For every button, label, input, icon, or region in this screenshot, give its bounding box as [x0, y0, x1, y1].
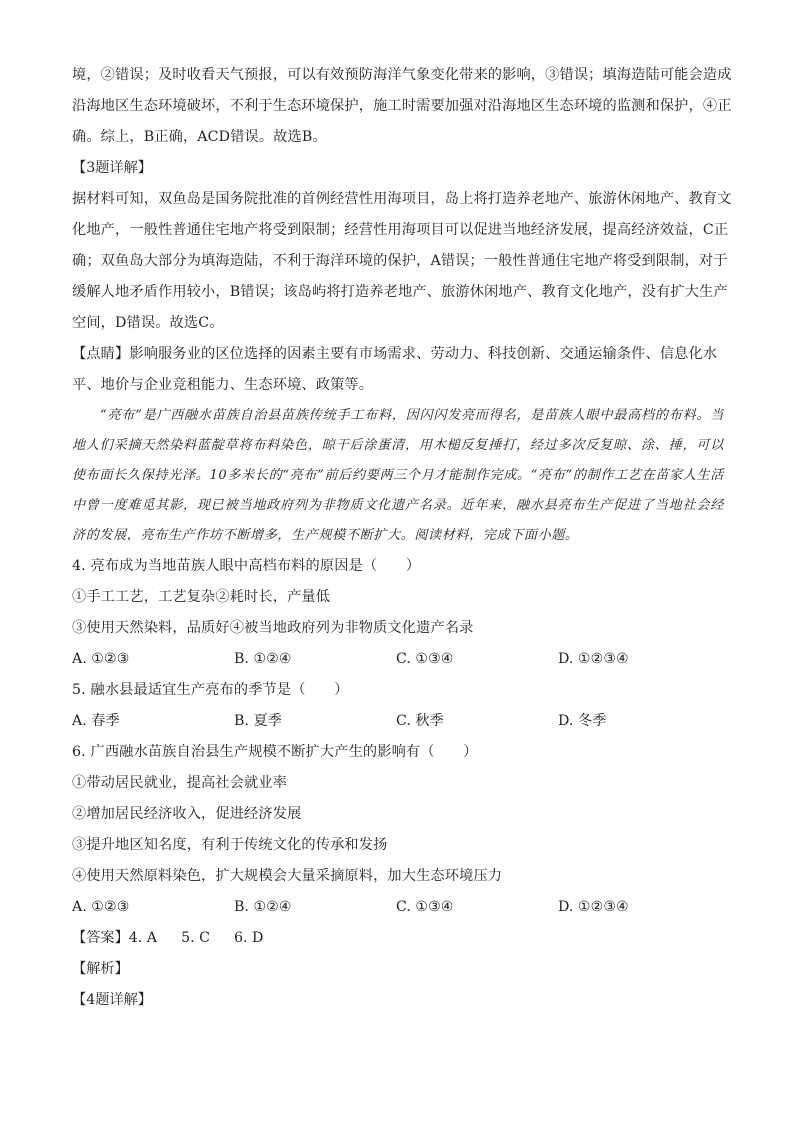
option-d: D. 冬季 — [558, 713, 607, 729]
q6-item: ④使用天然原料染色，扩大规模会大量采摘原料，加大生态环境压力 — [72, 868, 503, 884]
text-line: 缓解人地矛盾作用较小，B错误；该岛屿将打造养老地产、旅游休闲地产、教育文化地产，没有扩大生产 — [72, 284, 728, 300]
q4-item: ①手工工艺，工艺复杂②耗时长，产量低 — [72, 589, 331, 605]
q6-options — [72, 892, 724, 923]
tip-line: 平、地价与企业竞租能力、生态环境、政策等。 — [72, 377, 374, 393]
option-a: A. ①②③ — [72, 651, 130, 667]
option-a: A. 春季 — [72, 713, 120, 729]
reading-passage: “亮布”是广西融水苗族自治县苗族传统手工布料，因闪闪发亮而得名，是苗族人眼中最高档的布料。当地人们采摘天然染料蓝靛草将布料染色，晾干后涂蛋清，用木槌反复捶打，经过多次反复晾、涂、捶，可以使布面长久保持光泽。10多米长的“亮布”前后约要两三个月才能制作完成。“亮布”的制作工艺在苗家人生活中曾一度难觅其影，现已被当地政府列为非物质文化遗产名录。近年来，融水县亮布生产促进了当地社会经济的发展，亮布生产作坊不断增多，生产规模不断扩大。阅读材料，完成下面小题。 — [72, 408, 724, 543]
tip-line: 【点睛】影响服务业的区位选择的因素主要有市场需求、劳动力、科技创新、交通运输条件、信息化水 — [72, 346, 718, 362]
option-d: D. ①②③④ — [558, 651, 629, 667]
analysis-heading: 【解析】 — [72, 961, 129, 977]
q5-options — [72, 706, 724, 737]
text-line: 据材料可知，双鱼岛是国务院批准的首例经营性用海项目，岛上将打造养老地产、旅游休闲地产、教育文 — [72, 191, 732, 207]
text-line: 空间，D错误。故选C。 — [72, 315, 224, 331]
q6-item: ①带动居民就业，提高社会就业率 — [72, 775, 288, 791]
option-b: B. ①②④ — [234, 651, 292, 667]
option-a: A. ①②③ — [72, 899, 130, 915]
q6-item: ③提升地区知名度，有利于传统文化的传承和发扬 — [72, 837, 388, 853]
answer-value: 5. C — [181, 930, 210, 946]
answer-line — [72, 923, 724, 954]
text-line: 沿海地区生态环境破坏，不利于生态环境保护，施工时需要加强对沿海地区生态环境的监测和保护，④正 — [72, 98, 732, 114]
q4-options — [72, 644, 724, 675]
document-page — [72, 60, 732, 1016]
option-c: C. 秋季 — [396, 713, 444, 729]
option-b: B. ①②④ — [234, 899, 292, 915]
q5-stem: 5. 融水县最适宜生产亮布的季节是（ ） — [72, 682, 349, 698]
text-line: 确；双鱼岛大部分为填海造陆，不利于海洋环境的保护，A错误；一般性普通住宅地产将受到限制，对于 — [72, 253, 728, 269]
text-line: 境，②错误；及时收看天气预报，可以有效预防海洋气象变化带来的影响，③错误；填海造陆可能会造成 — [72, 67, 732, 83]
q6-item: ②增加居民经济收入，促进经济发展 — [72, 806, 302, 822]
answer-value: 4. A — [128, 930, 158, 946]
q6-stem: 6. 广西融水苗族自治县生产规模不断扩大产生的影响有（ ） — [72, 744, 478, 760]
q4-stem: 4. 亮布成为当地苗族人眼中高档布料的原因是（ ） — [72, 558, 421, 574]
option-d: D. ①②③④ — [558, 899, 629, 915]
q4-heading: 【4题详解】 — [72, 992, 152, 1008]
text-line: 确。综上，B正确，ACD错误。故选B。 — [72, 129, 327, 145]
answer-label: 【答案】 — [72, 930, 129, 946]
q4-item: ③使用天然染料，品质好④被当地政府列为非物质文化遗产名录 — [72, 620, 474, 636]
answer-value: 6. D — [233, 930, 264, 946]
text-line: 化地产，一般性普通住宅地产将受到限制；经营性用海项目可以促进当地经济发展，提高经济效益，C正 — [72, 222, 729, 238]
q3-heading: 【3题详解】 — [72, 160, 152, 176]
option-b: B. 夏季 — [234, 713, 282, 729]
option-c: C. ①③④ — [396, 899, 454, 915]
option-c: C. ①③④ — [396, 651, 454, 667]
